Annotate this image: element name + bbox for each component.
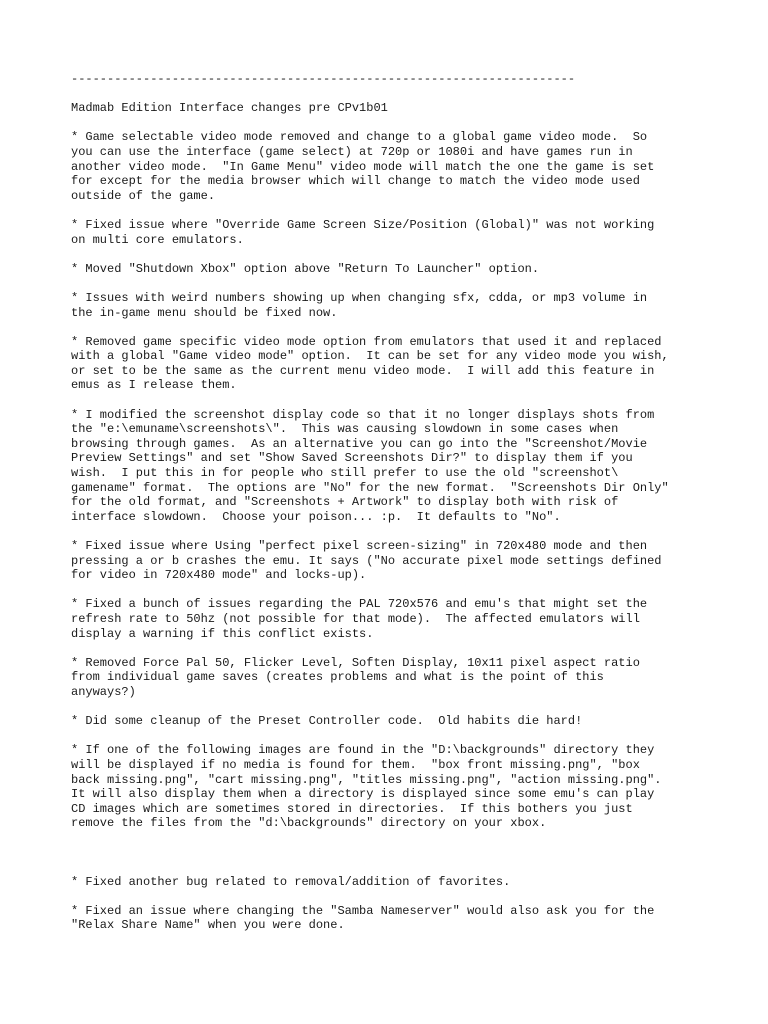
text-line: * Fixed issue where Using "perfect pixel screen-sizing" in 720x480 mode and then [71,539,648,553]
changelog-entry [71,904,751,933]
text-line: pressing a or b crashes the emu. It says ("No accurate pixel mode settings defined [71,553,662,568]
text-line: It will also display them when a directory is displayed since some emu's can play [71,787,655,802]
text-line: * Removed Force Pal 50, Flicker Level, Soften Display, 10x11 pixel aspect ratio [71,655,640,670]
changelog-entry [71,597,751,641]
text-line: * Fixed issue where "Override Game Screen Size/Position (Global)" was not working [71,217,655,232]
text-line: the "e:\emuname\screenshots\". This was causing slowdown in some cases when [71,422,619,437]
text-line: * Did some cleanup of the Preset Controller code. Old habits die hard! [71,714,583,729]
paragraph-list [71,130,751,933]
text-line: * If one of the following images are found in the "D:\backgrounds" directory they [71,743,655,758]
text-line: interface slowdown. Choose your poison... :p. It defaults to "No". [71,509,561,524]
text-line: the in-game menu should be fixed now. [71,305,338,320]
text-line: with a global "Game video mode" option. It can be set for any video mode you wish, [71,349,669,364]
text-line: * Moved "Shutdown Xbox" option above "Return To Launcher" option. [71,261,540,276]
text-line: remove the files from the "d:\backgrounds" directory on your xbox. [71,816,547,831]
changelog-entry [71,335,751,393]
text-line: from individual game saves (creates problems and what is the point of this [71,670,604,685]
text-line: gamename" format. The options are "No" for the new format. "Screenshots Dir Only" [71,480,669,495]
text-line: another video mode. "In Game Menu" video mode will match the one the game is set [71,159,655,174]
document-page [71,72,751,933]
text-line: browsing through games. As an alternative you can go into the "Screenshot/Movie [71,436,648,451]
separator-rule: ---------------------------------------------------------------------- [71,72,576,86]
changelog-entry [71,291,751,320]
text-line: * Fixed another bug related to removal/addition of favorites. [71,874,511,889]
changelog-entry [71,218,751,247]
text-line: emus as I release them. [71,378,237,393]
changelog-entry [71,656,751,700]
document-title: Madmab Edition Interface changes pre CPv1b01 [71,101,388,116]
changelog-entry [71,262,751,277]
text-line: back missing.png", "cart missing.png", "titles missing.png", "action missing.png". [71,772,662,787]
text-line: "Relax Share Name" when you were done. [71,918,345,933]
changelog-entry [71,539,751,583]
text-line: refresh rate to 50hz (not possible for that mode). The affected emulators will [71,611,640,626]
text-line: CD images which are sometimes stored in directories. If this bothers you just [71,801,633,816]
text-line: or set to be the same as the current menu video mode. I will add this feature in [71,363,655,378]
text-line: wish. I put this in for people who still prefer to use the old "screenshot\ [71,466,619,481]
text-line: display a warning if this conflict exists. [71,626,374,641]
text-line: you can use the interface (game select) at 720p or 1080i and have games run in [71,144,633,159]
text-line: for the old format, and "Screenshots + Artwork" to display both with risk of [71,495,619,510]
changelog-entry [71,408,751,525]
text-line: * I modified the screenshot display code so that it no longer displays shots from [71,407,655,422]
text-line: for video in 720x480 mode" and locks-up). [71,568,367,583]
text-line: on multi core emulators. [71,232,244,247]
text-line: anyways?) [71,684,136,699]
changelog-entry [71,743,751,831]
changelog-entry [71,130,751,203]
text-line: * Fixed a bunch of issues regarding the PAL 720x576 and emu's that might set the [71,597,648,612]
text-line: * Removed game specific video mode option from emulators that used it and replaced [71,334,662,349]
changelog-entry [71,875,751,890]
text-line: * Issues with weird numbers showing up when changing sfx, cdda, or mp3 volume in [71,290,648,305]
text-line: * Game selectable video mode removed and change to a global game video mode. So [71,130,648,145]
text-line: will be displayed if no media is found for them. "box front missing.png", "box [71,757,640,772]
text-line: * Fixed an issue where changing the "Samba Nameserver" would also ask you for the [71,903,655,918]
changelog-entry [71,714,751,729]
text-line: outside of the game. [71,188,216,203]
text-line: Preview Settings" and set "Show Saved Screenshots Dir?" to display them if you [71,451,633,466]
text-line: for except for the media browser which will change to match the video mode used [71,174,640,189]
